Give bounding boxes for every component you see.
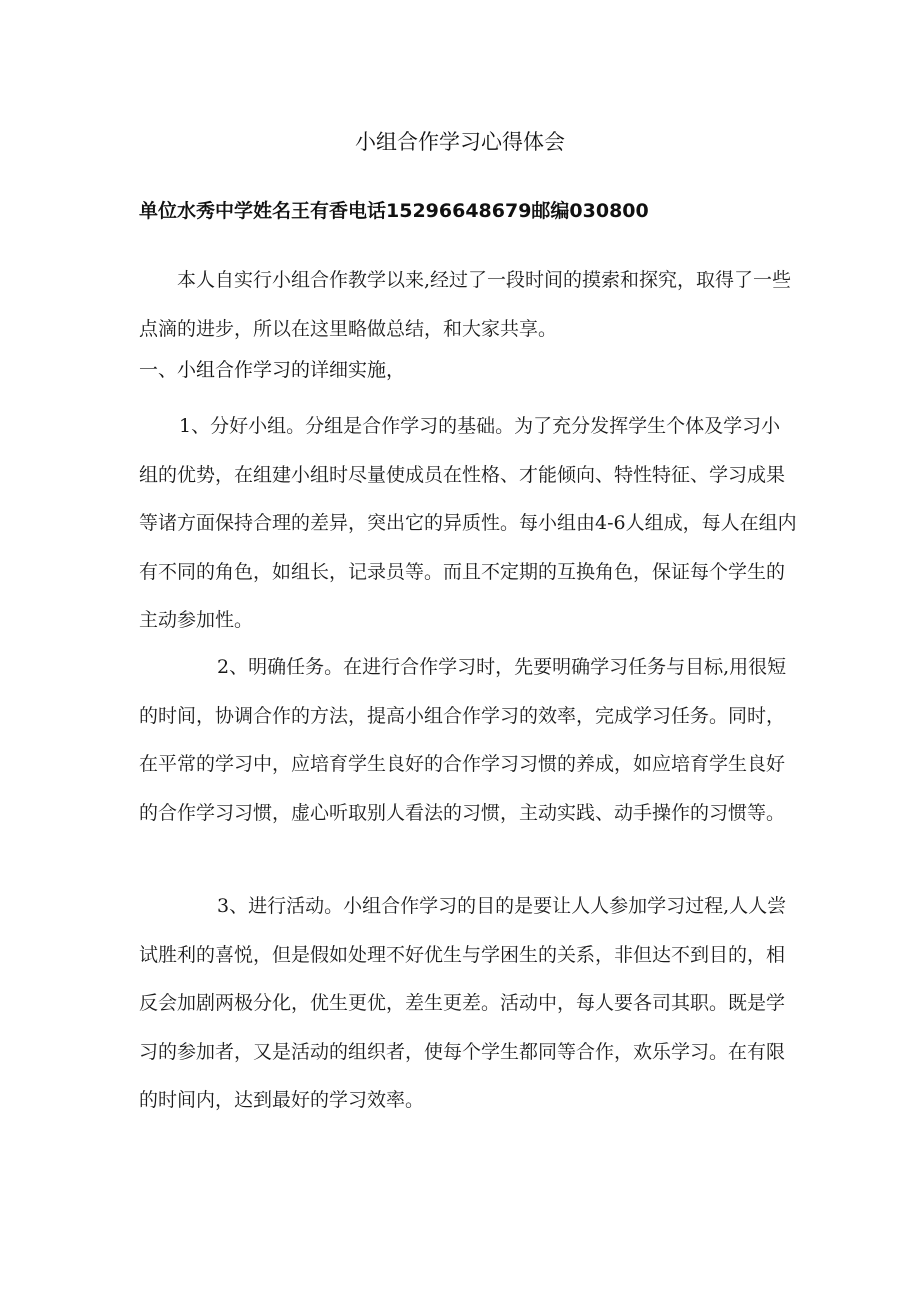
paragraph-activities: 3、进行活动。小组合作学习的目的是要让人人参加学习过程,人人尝试胜利的喜悦，但是假如处理不好优生与学困生的关系，非但达不到目的，相反会加剧两极分化，优生更优，差生更差。活动中，每人要各司其职。既是学习的参加者，又是活动的组织者，使每个学生都同等合作，欢乐学习。在有限的时间内，达到最好的学习效率。 [139,895,787,1111]
section-one-heading: 一、小组合作学习的详细实施， [139,359,406,381]
intro-paragraph: 本人自实行小组合作教学以来,经过了一段时间的摸索和探究，取得了一些点滴的进步，所以在这里略做总结，和大家共享。 [139,269,792,340]
author-info-line: 单位水秀中学姓名王有香电话15296648679邮编030800 [139,200,649,222]
paragraph-tasks: 2、明确任务。在进行合作学习时，先要明确学习任务与目标,用很短的时间，协调合作的方法，提高小组合作学习的效率，完成学习任务。同时，在平常的学习中，应培育学生良好的合作学习习惯的养成，如应培育学生良好的合作学习习惯，虚心听取别人看法的习惯，主动实践、动手操作的习惯等。 [139,656,787,824]
document-title: 小组合作学习心得体会 [355,130,565,154]
paragraph-grouping: 1、分好小组。分组是合作学习的基础。为了充分发挥学生个体及学习小组的优势，在组建小组时尽量使成员在性格、才能倾向、特性特征、学习成果等诸方面保持合理的差异，突出它的异质性。每小组由4-6人组成，每人在组内有不同的角色，如组长，记录员等。而且不定期的互换角色，保证每个学生的主动参加性。 [139,415,797,631]
